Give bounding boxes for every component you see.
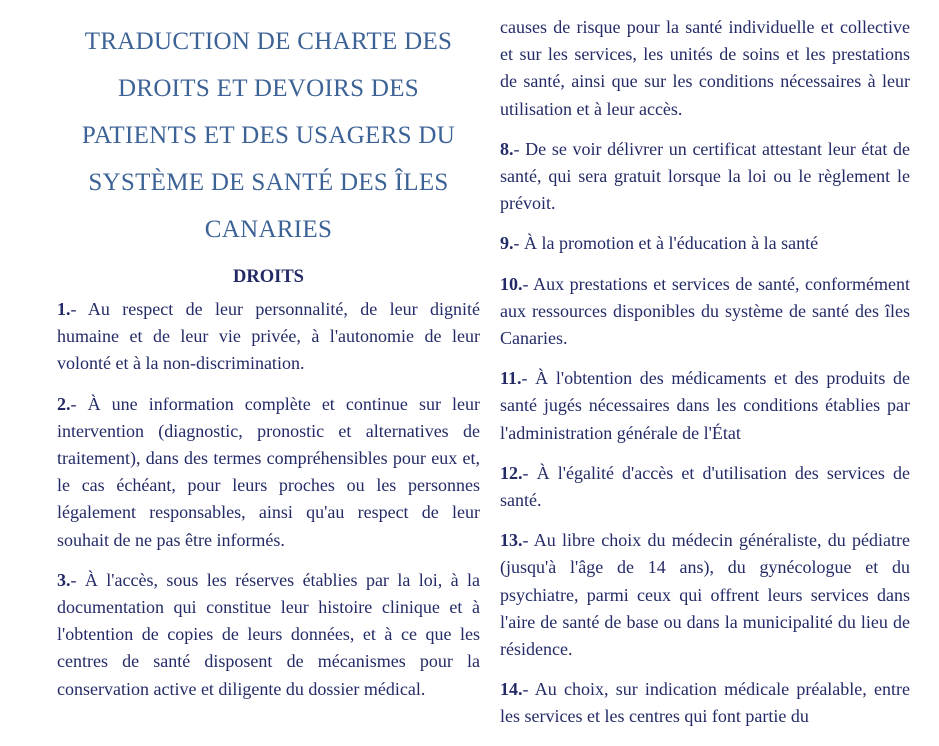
charter-item	[57, 567, 480, 703]
charter-item	[500, 365, 910, 447]
item-text: - À la promotion et à l'éducation à la santé	[513, 233, 819, 254]
charter-item	[500, 136, 910, 218]
charter-item	[500, 527, 910, 663]
item-number: 3.	[57, 569, 71, 590]
charter-item	[57, 391, 480, 554]
title-line: DROITS ET DEVOIRS DES	[118, 75, 419, 102]
title-line: PATIENTS ET DES USAGERS DU	[81, 122, 456, 149]
charter-item	[500, 676, 910, 730]
item-text: - À l'obtention des médicaments et des produits de santé jugés nécessaires dans les conditions établies par l'administration générale de l'État	[500, 368, 910, 443]
item-number: 14.	[500, 679, 523, 700]
item-number: 13.	[500, 530, 523, 551]
right-column	[500, 14, 910, 746]
item-text: - De se voir délivrer un certificat attestant leur état de santé, qui sera gratuit lorsque la loi ou le règlement le prévoit.	[500, 138, 910, 214]
item-text: - À l'accès, sous les réserves établies par la loi, à la documentation qui constitue leur histoire clinique et à l'obtention de copies de leurs données, et à ce que les centres de santé disposent de mécanismes pour la conservation active et diligente du dossier médical.	[57, 569, 480, 699]
item-text: causes de risque pour la santé individuelle et collective et sur les services, les unités de soins et les prestations de santé, ainsi que sur les conditions nécessaires à leur utilisation et à leur accès.	[500, 17, 910, 119]
charter-item	[500, 460, 910, 514]
continuation-paragraph	[500, 14, 910, 123]
item-text: - Aux prestations et services de santé, conformément aux ressources disponibles du système de santé des îles Canaries.	[500, 273, 910, 349]
item-text: - À une information complète et continue sur leur intervention (diagnostic, pronostic et alternatives de traitement), dans des termes compréhensibles pour eux et, le cas échéant, pour leurs proches ou les personnes légalement responsables, ainsi qu'au respect de leur souhait de ne pas être informés.	[57, 393, 480, 550]
item-text: - Au libre choix du médecin généraliste, du pédiatre (jusqu'à l'âge de 14 ans), du gynécologue et du psychiatre, parmi ceux qui offrent leurs services dans l'aire de santé de base ou dans la municipalité du lieu de résidence.	[500, 530, 910, 660]
item-number: 10.	[500, 273, 523, 294]
charter-item	[500, 271, 910, 353]
item-number: 9.	[500, 233, 514, 254]
item-text: - À l'égalité d'accès et d'utilisation des services de santé.	[500, 462, 910, 511]
left-column	[57, 14, 480, 746]
title-line: CANARIES	[204, 216, 333, 243]
title-line: SYSTÈME DE SANTÉ DES ÎLES	[88, 169, 449, 196]
item-number: 8.	[500, 138, 514, 159]
item-text: - Au respect de leur personnalité, de leur dignité humaine et de leur vie privée, à l'autonomie de leur volonté et à la non-discrimination.	[57, 299, 480, 374]
charter-item	[57, 296, 480, 378]
item-text: - Au choix, sur indication médicale préalable, entre les services et les centres qui font partie du	[500, 679, 910, 727]
title-line: TRADUCTION DE CHARTE DES	[84, 28, 453, 55]
item-number: 1.	[57, 299, 71, 319]
item-number: 2.	[57, 393, 71, 414]
section-heading: DROITS	[233, 267, 304, 287]
charter-item	[500, 230, 910, 257]
item-number: 12.	[500, 462, 523, 483]
item-number: 11.	[500, 368, 522, 389]
document-title	[57, 18, 480, 253]
